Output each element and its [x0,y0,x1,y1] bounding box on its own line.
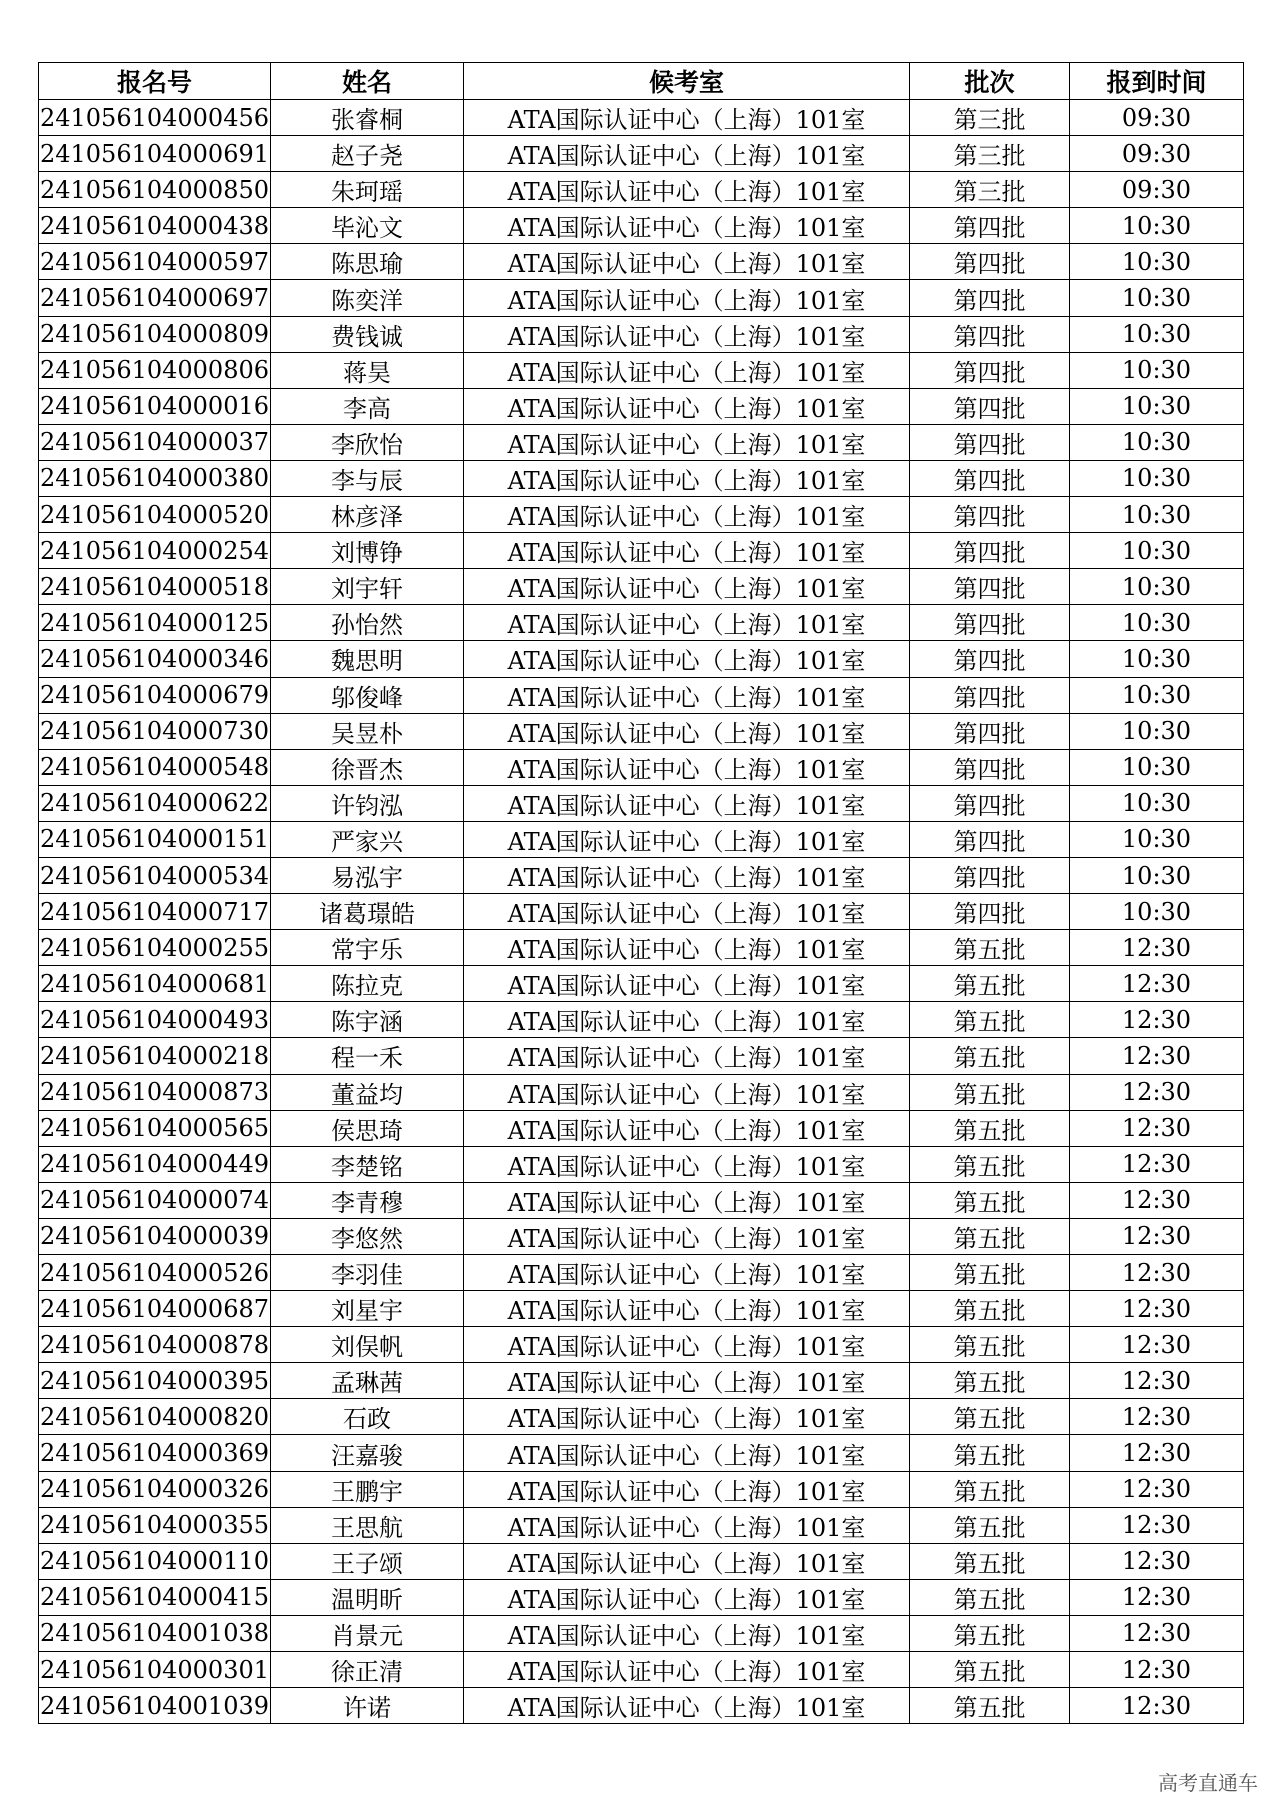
cell-batch: 第五批 [910,1291,1070,1327]
cell-batch: 第三批 [910,100,1070,136]
cell-batch: 第五批 [910,1363,1070,1399]
cell-waiting-room: ATA国际认证中心（上海）101室 [464,1291,910,1327]
cell-waiting-room: ATA国际认证中心（上海）101室 [464,930,910,966]
roster-table [38,62,1244,1724]
cell-batch: 第四批 [910,533,1070,569]
cell-check-in-time: 12:30 [1070,1255,1244,1291]
cell-name: 温明昕 [271,1579,464,1615]
cell-name: 陈思瑜 [271,244,464,280]
cell-registration-no: 241056104000326 [39,1471,271,1507]
table-row [39,424,1244,460]
cell-check-in-time: 10:30 [1070,785,1244,821]
table-row [39,1291,1244,1327]
cell-waiting-room: ATA国际认证中心（上海）101室 [464,1615,910,1651]
table-row [39,1471,1244,1507]
cell-check-in-time: 09:30 [1070,100,1244,136]
cell-batch: 第四批 [910,460,1070,496]
cell-check-in-time: 10:30 [1070,894,1244,930]
cell-waiting-room: ATA国际认证中心（上海）101室 [464,677,910,713]
cell-waiting-room: ATA国际认证中心（上海）101室 [464,352,910,388]
cell-batch: 第五批 [910,1218,1070,1254]
cell-batch: 第五批 [910,1579,1070,1615]
table-row [39,1399,1244,1435]
table-row [39,1507,1244,1543]
table-row [39,1002,1244,1038]
cell-batch: 第四批 [910,424,1070,460]
cell-batch: 第五批 [910,1471,1070,1507]
cell-check-in-time: 10:30 [1070,388,1244,424]
cell-check-in-time: 10:30 [1070,533,1244,569]
cell-check-in-time: 12:30 [1070,1652,1244,1688]
cell-registration-no: 241056104000254 [39,533,271,569]
cell-name: 赵子尧 [271,136,464,172]
table-row [39,749,1244,785]
cell-waiting-room: ATA国际认证中心（上海）101室 [464,1038,910,1074]
table-row [39,1688,1244,1724]
cell-name: 邬俊峰 [271,677,464,713]
cell-batch: 第四批 [910,605,1070,641]
cell-check-in-time: 09:30 [1070,172,1244,208]
cell-batch: 第四批 [910,569,1070,605]
cell-waiting-room: ATA国际认证中心（上海）101室 [464,1579,910,1615]
cell-batch: 第四批 [910,677,1070,713]
table-row [39,1182,1244,1218]
cell-name: 董益均 [271,1074,464,1110]
cell-name: 石政 [271,1399,464,1435]
cell-waiting-room: ATA国际认证中心（上海）101室 [464,460,910,496]
cell-batch: 第四批 [910,280,1070,316]
cell-name: 林彦泽 [271,497,464,533]
table-row [39,1543,1244,1579]
cell-name: 陈拉克 [271,966,464,1002]
cell-registration-no: 241056104000493 [39,1002,271,1038]
cell-waiting-room: ATA国际认证中心（上海）101室 [464,1327,910,1363]
watermark-text: 高考直通车 [1158,1771,1258,1795]
cell-check-in-time: 12:30 [1070,1363,1244,1399]
cell-batch: 第五批 [910,1615,1070,1651]
cell-batch: 第五批 [910,1182,1070,1218]
cell-check-in-time: 12:30 [1070,1688,1244,1724]
cell-registration-no: 241056104000820 [39,1399,271,1435]
table-row [39,966,1244,1002]
cell-waiting-room: ATA国际认证中心（上海）101室 [464,713,910,749]
cell-name: 王思航 [271,1507,464,1543]
cell-waiting-room: ATA国际认证中心（上海）101室 [464,280,910,316]
cell-check-in-time: 12:30 [1070,1507,1244,1543]
cell-waiting-room: ATA国际认证中心（上海）101室 [464,100,910,136]
cell-waiting-room: ATA国际认证中心（上海）101室 [464,388,910,424]
cell-batch: 第四批 [910,208,1070,244]
cell-batch: 第五批 [910,1399,1070,1435]
cell-registration-no: 241056104000438 [39,208,271,244]
cell-name: 许钧泓 [271,785,464,821]
cell-registration-no: 241056104000681 [39,966,271,1002]
cell-check-in-time: 10:30 [1070,641,1244,677]
column-header-waiting-room: 候考室 [464,63,910,100]
cell-waiting-room: ATA国际认证中心（上海）101室 [464,1074,910,1110]
table-row [39,1038,1244,1074]
cell-registration-no: 241056104000873 [39,1074,271,1110]
cell-registration-no: 241056104000679 [39,677,271,713]
cell-registration-no: 241056104000037 [39,424,271,460]
cell-batch: 第五批 [910,1688,1070,1724]
table-row [39,677,1244,713]
cell-batch: 第四批 [910,713,1070,749]
table-row [39,533,1244,569]
cell-registration-no: 241056104000548 [39,749,271,785]
cell-name: 李羽佳 [271,1255,464,1291]
cell-batch: 第五批 [910,1507,1070,1543]
cell-name: 许诺 [271,1688,464,1724]
table-row [39,1218,1244,1254]
table-row [39,857,1244,893]
cell-name: 李青穆 [271,1182,464,1218]
cell-registration-no: 241056104000369 [39,1435,271,1471]
cell-check-in-time: 12:30 [1070,1182,1244,1218]
cell-waiting-room: ATA国际认证中心（上海）101室 [464,172,910,208]
cell-waiting-room: ATA国际认证中心（上海）101室 [464,821,910,857]
table-row [39,172,1244,208]
cell-name: 徐正清 [271,1652,464,1688]
cell-check-in-time: 10:30 [1070,605,1244,641]
table-row [39,605,1244,641]
table-row [39,352,1244,388]
cell-check-in-time: 12:30 [1070,1435,1244,1471]
cell-name: 严家兴 [271,821,464,857]
cell-check-in-time: 12:30 [1070,1291,1244,1327]
cell-name: 李悠然 [271,1218,464,1254]
cell-waiting-room: ATA国际认证中心（上海）101室 [464,1363,910,1399]
cell-name: 刘宇轩 [271,569,464,605]
cell-name: 刘博铮 [271,533,464,569]
cell-check-in-time: 12:30 [1070,1579,1244,1615]
cell-name: 陈宇涵 [271,1002,464,1038]
cell-check-in-time: 12:30 [1070,930,1244,966]
cell-waiting-room: ATA国际认证中心（上海）101室 [464,1146,910,1182]
cell-batch: 第五批 [910,1255,1070,1291]
table-row [39,1255,1244,1291]
cell-batch: 第五批 [910,1652,1070,1688]
table-row [39,388,1244,424]
table-row [39,1110,1244,1146]
cell-check-in-time: 12:30 [1070,1471,1244,1507]
cell-check-in-time: 12:30 [1070,1074,1244,1110]
cell-registration-no: 241056104001038 [39,1615,271,1651]
cell-registration-no: 241056104000565 [39,1110,271,1146]
cell-batch: 第五批 [910,1002,1070,1038]
cell-registration-no: 241056104000151 [39,821,271,857]
cell-name: 李高 [271,388,464,424]
cell-waiting-room: ATA国际认证中心（上海）101室 [464,1182,910,1218]
cell-name: 诸葛璟皓 [271,894,464,930]
table-header-row [39,63,1244,100]
cell-batch: 第四批 [910,821,1070,857]
cell-check-in-time: 10:30 [1070,857,1244,893]
cell-registration-no: 241056104000355 [39,1507,271,1543]
cell-waiting-room: ATA国际认证中心（上海）101室 [464,605,910,641]
cell-name: 王鹏宇 [271,1471,464,1507]
cell-batch: 第五批 [910,1543,1070,1579]
cell-batch: 第四批 [910,352,1070,388]
cell-batch: 第四批 [910,244,1070,280]
cell-waiting-room: ATA国际认证中心（上海）101室 [464,533,910,569]
cell-waiting-room: ATA国际认证中心（上海）101室 [464,1002,910,1038]
cell-registration-no: 241056104000597 [39,244,271,280]
cell-name: 程一禾 [271,1038,464,1074]
cell-name: 常宇乐 [271,930,464,966]
table-row [39,1652,1244,1688]
cell-check-in-time: 10:30 [1070,497,1244,533]
cell-name: 毕沁文 [271,208,464,244]
cell-name: 陈奕洋 [271,280,464,316]
table-row [39,136,1244,172]
cell-batch: 第五批 [910,966,1070,1002]
column-header-batch: 批次 [910,63,1070,100]
table-row [39,280,1244,316]
cell-check-in-time: 10:30 [1070,749,1244,785]
table-row [39,641,1244,677]
cell-registration-no: 241056104000415 [39,1579,271,1615]
cell-name: 刘星宇 [271,1291,464,1327]
table-row [39,244,1244,280]
cell-registration-no: 241056104000697 [39,280,271,316]
cell-check-in-time: 10:30 [1070,244,1244,280]
cell-name: 李与辰 [271,460,464,496]
table-row [39,1074,1244,1110]
cell-waiting-room: ATA国际认证中心（上海）101室 [464,894,910,930]
cell-name: 汪嘉骏 [271,1435,464,1471]
table-row [39,1363,1244,1399]
cell-batch: 第四批 [910,388,1070,424]
cell-batch: 第五批 [910,1146,1070,1182]
cell-check-in-time: 12:30 [1070,1615,1244,1651]
cell-registration-no: 241056104000878 [39,1327,271,1363]
cell-waiting-room: ATA国际认证中心（上海）101室 [464,1688,910,1724]
cell-batch: 第三批 [910,136,1070,172]
cell-check-in-time: 12:30 [1070,1110,1244,1146]
cell-batch: 第四批 [910,894,1070,930]
cell-registration-no: 241056104001039 [39,1688,271,1724]
cell-check-in-time: 12:30 [1070,1327,1244,1363]
cell-registration-no: 241056104000301 [39,1652,271,1688]
cell-name: 肖景元 [271,1615,464,1651]
cell-registration-no: 241056104000016 [39,388,271,424]
cell-check-in-time: 10:30 [1070,352,1244,388]
cell-name: 张睿桐 [271,100,464,136]
cell-waiting-room: ATA国际认证中心（上海）101室 [464,424,910,460]
cell-check-in-time: 10:30 [1070,280,1244,316]
cell-waiting-room: ATA国际认证中心（上海）101室 [464,569,910,605]
cell-check-in-time: 12:30 [1070,1399,1244,1435]
cell-waiting-room: ATA国际认证中心（上海）101室 [464,1255,910,1291]
cell-registration-no: 241056104000125 [39,605,271,641]
cell-batch: 第三批 [910,172,1070,208]
cell-name: 蒋昊 [271,352,464,388]
cell-check-in-time: 10:30 [1070,713,1244,749]
cell-batch: 第五批 [910,1327,1070,1363]
cell-name: 易泓宇 [271,857,464,893]
table-row [39,1435,1244,1471]
table-row [39,460,1244,496]
table-row [39,100,1244,136]
cell-waiting-room: ATA国际认证中心（上海）101室 [464,1399,910,1435]
table-row [39,1579,1244,1615]
cell-check-in-time: 10:30 [1070,316,1244,352]
cell-registration-no: 241056104000395 [39,1363,271,1399]
cell-registration-no: 241056104000346 [39,641,271,677]
cell-waiting-room: ATA国际认证中心（上海）101室 [464,966,910,1002]
column-header-name: 姓名 [271,63,464,100]
cell-batch: 第四批 [910,497,1070,533]
cell-name: 吴昱朴 [271,713,464,749]
cell-check-in-time: 10:30 [1070,208,1244,244]
column-header-registration-no: 报名号 [39,63,271,100]
table-row [39,1327,1244,1363]
cell-registration-no: 241056104000622 [39,785,271,821]
cell-name: 费钱诚 [271,316,464,352]
table-row [39,894,1244,930]
cell-registration-no: 241056104000074 [39,1182,271,1218]
cell-name: 李楚铭 [271,1146,464,1182]
cell-batch: 第五批 [910,1435,1070,1471]
table-row [39,316,1244,352]
cell-registration-no: 241056104000449 [39,1146,271,1182]
cell-registration-no: 241056104000850 [39,172,271,208]
cell-name: 孟琳茜 [271,1363,464,1399]
cell-registration-no: 241056104000691 [39,136,271,172]
cell-batch: 第四批 [910,857,1070,893]
cell-waiting-room: ATA国际认证中心（上海）101室 [464,1652,910,1688]
cell-waiting-room: ATA国际认证中心（上海）101室 [464,1218,910,1254]
cell-waiting-room: ATA国际认证中心（上海）101室 [464,208,910,244]
cell-batch: 第四批 [910,641,1070,677]
cell-registration-no: 241056104000526 [39,1255,271,1291]
cell-registration-no: 241056104000380 [39,460,271,496]
cell-check-in-time: 12:30 [1070,966,1244,1002]
cell-waiting-room: ATA国际认证中心（上海）101室 [464,1471,910,1507]
cell-check-in-time: 12:30 [1070,1038,1244,1074]
cell-waiting-room: ATA国际认证中心（上海）101室 [464,1435,910,1471]
cell-check-in-time: 09:30 [1070,136,1244,172]
cell-waiting-room: ATA国际认证中心（上海）101室 [464,136,910,172]
cell-waiting-room: ATA国际认证中心（上海）101室 [464,641,910,677]
cell-registration-no: 241056104000534 [39,857,271,893]
cell-registration-no: 241056104000730 [39,713,271,749]
cell-waiting-room: ATA国际认证中心（上海）101室 [464,1543,910,1579]
cell-registration-no: 241056104000717 [39,894,271,930]
table-row [39,930,1244,966]
cell-batch: 第五批 [910,930,1070,966]
cell-registration-no: 241056104000518 [39,569,271,605]
cell-check-in-time: 12:30 [1070,1146,1244,1182]
cell-registration-no: 241056104000255 [39,930,271,966]
table-row [39,497,1244,533]
cell-batch: 第五批 [910,1038,1070,1074]
table-row [39,1615,1244,1651]
cell-check-in-time: 10:30 [1070,424,1244,460]
cell-name: 王子颂 [271,1543,464,1579]
cell-check-in-time: 10:30 [1070,677,1244,713]
cell-check-in-time: 12:30 [1070,1218,1244,1254]
cell-waiting-room: ATA国际认证中心（上海）101室 [464,316,910,352]
column-header-check-in-time: 报到时间 [1070,63,1244,100]
table-row [39,1146,1244,1182]
cell-check-in-time: 10:30 [1070,821,1244,857]
cell-waiting-room: ATA国际认证中心（上海）101室 [464,749,910,785]
cell-waiting-room: ATA国际认证中心（上海）101室 [464,244,910,280]
cell-name: 朱珂瑶 [271,172,464,208]
cell-name: 徐晋杰 [271,749,464,785]
cell-registration-no: 241056104000110 [39,1543,271,1579]
cell-waiting-room: ATA国际认证中心（上海）101室 [464,785,910,821]
cell-batch: 第四批 [910,316,1070,352]
cell-batch: 第四批 [910,749,1070,785]
cell-check-in-time: 12:30 [1070,1543,1244,1579]
cell-name: 李欣怡 [271,424,464,460]
cell-check-in-time: 12:30 [1070,1002,1244,1038]
cell-batch: 第四批 [910,785,1070,821]
cell-check-in-time: 10:30 [1070,460,1244,496]
cell-registration-no: 241056104000039 [39,1218,271,1254]
table-row [39,569,1244,605]
cell-waiting-room: ATA国际认证中心（上海）101室 [464,857,910,893]
cell-registration-no: 241056104000809 [39,316,271,352]
table-row [39,713,1244,749]
table-body [39,100,1244,1724]
cell-waiting-room: ATA国际认证中心（上海）101室 [464,497,910,533]
cell-name: 孙怡然 [271,605,464,641]
cell-waiting-room: ATA国际认证中心（上海）101室 [464,1507,910,1543]
cell-name: 魏思明 [271,641,464,677]
cell-name: 刘俣帆 [271,1327,464,1363]
table-row [39,821,1244,857]
cell-registration-no: 241056104000806 [39,352,271,388]
table-row [39,785,1244,821]
cell-name: 侯思琦 [271,1110,464,1146]
cell-registration-no: 241056104000520 [39,497,271,533]
table-row [39,208,1244,244]
cell-waiting-room: ATA国际认证中心（上海）101室 [464,1110,910,1146]
cell-batch: 第五批 [910,1110,1070,1146]
cell-batch: 第五批 [910,1074,1070,1110]
cell-check-in-time: 10:30 [1070,569,1244,605]
cell-registration-no: 241056104000687 [39,1291,271,1327]
cell-registration-no: 241056104000456 [39,100,271,136]
cell-registration-no: 241056104000218 [39,1038,271,1074]
